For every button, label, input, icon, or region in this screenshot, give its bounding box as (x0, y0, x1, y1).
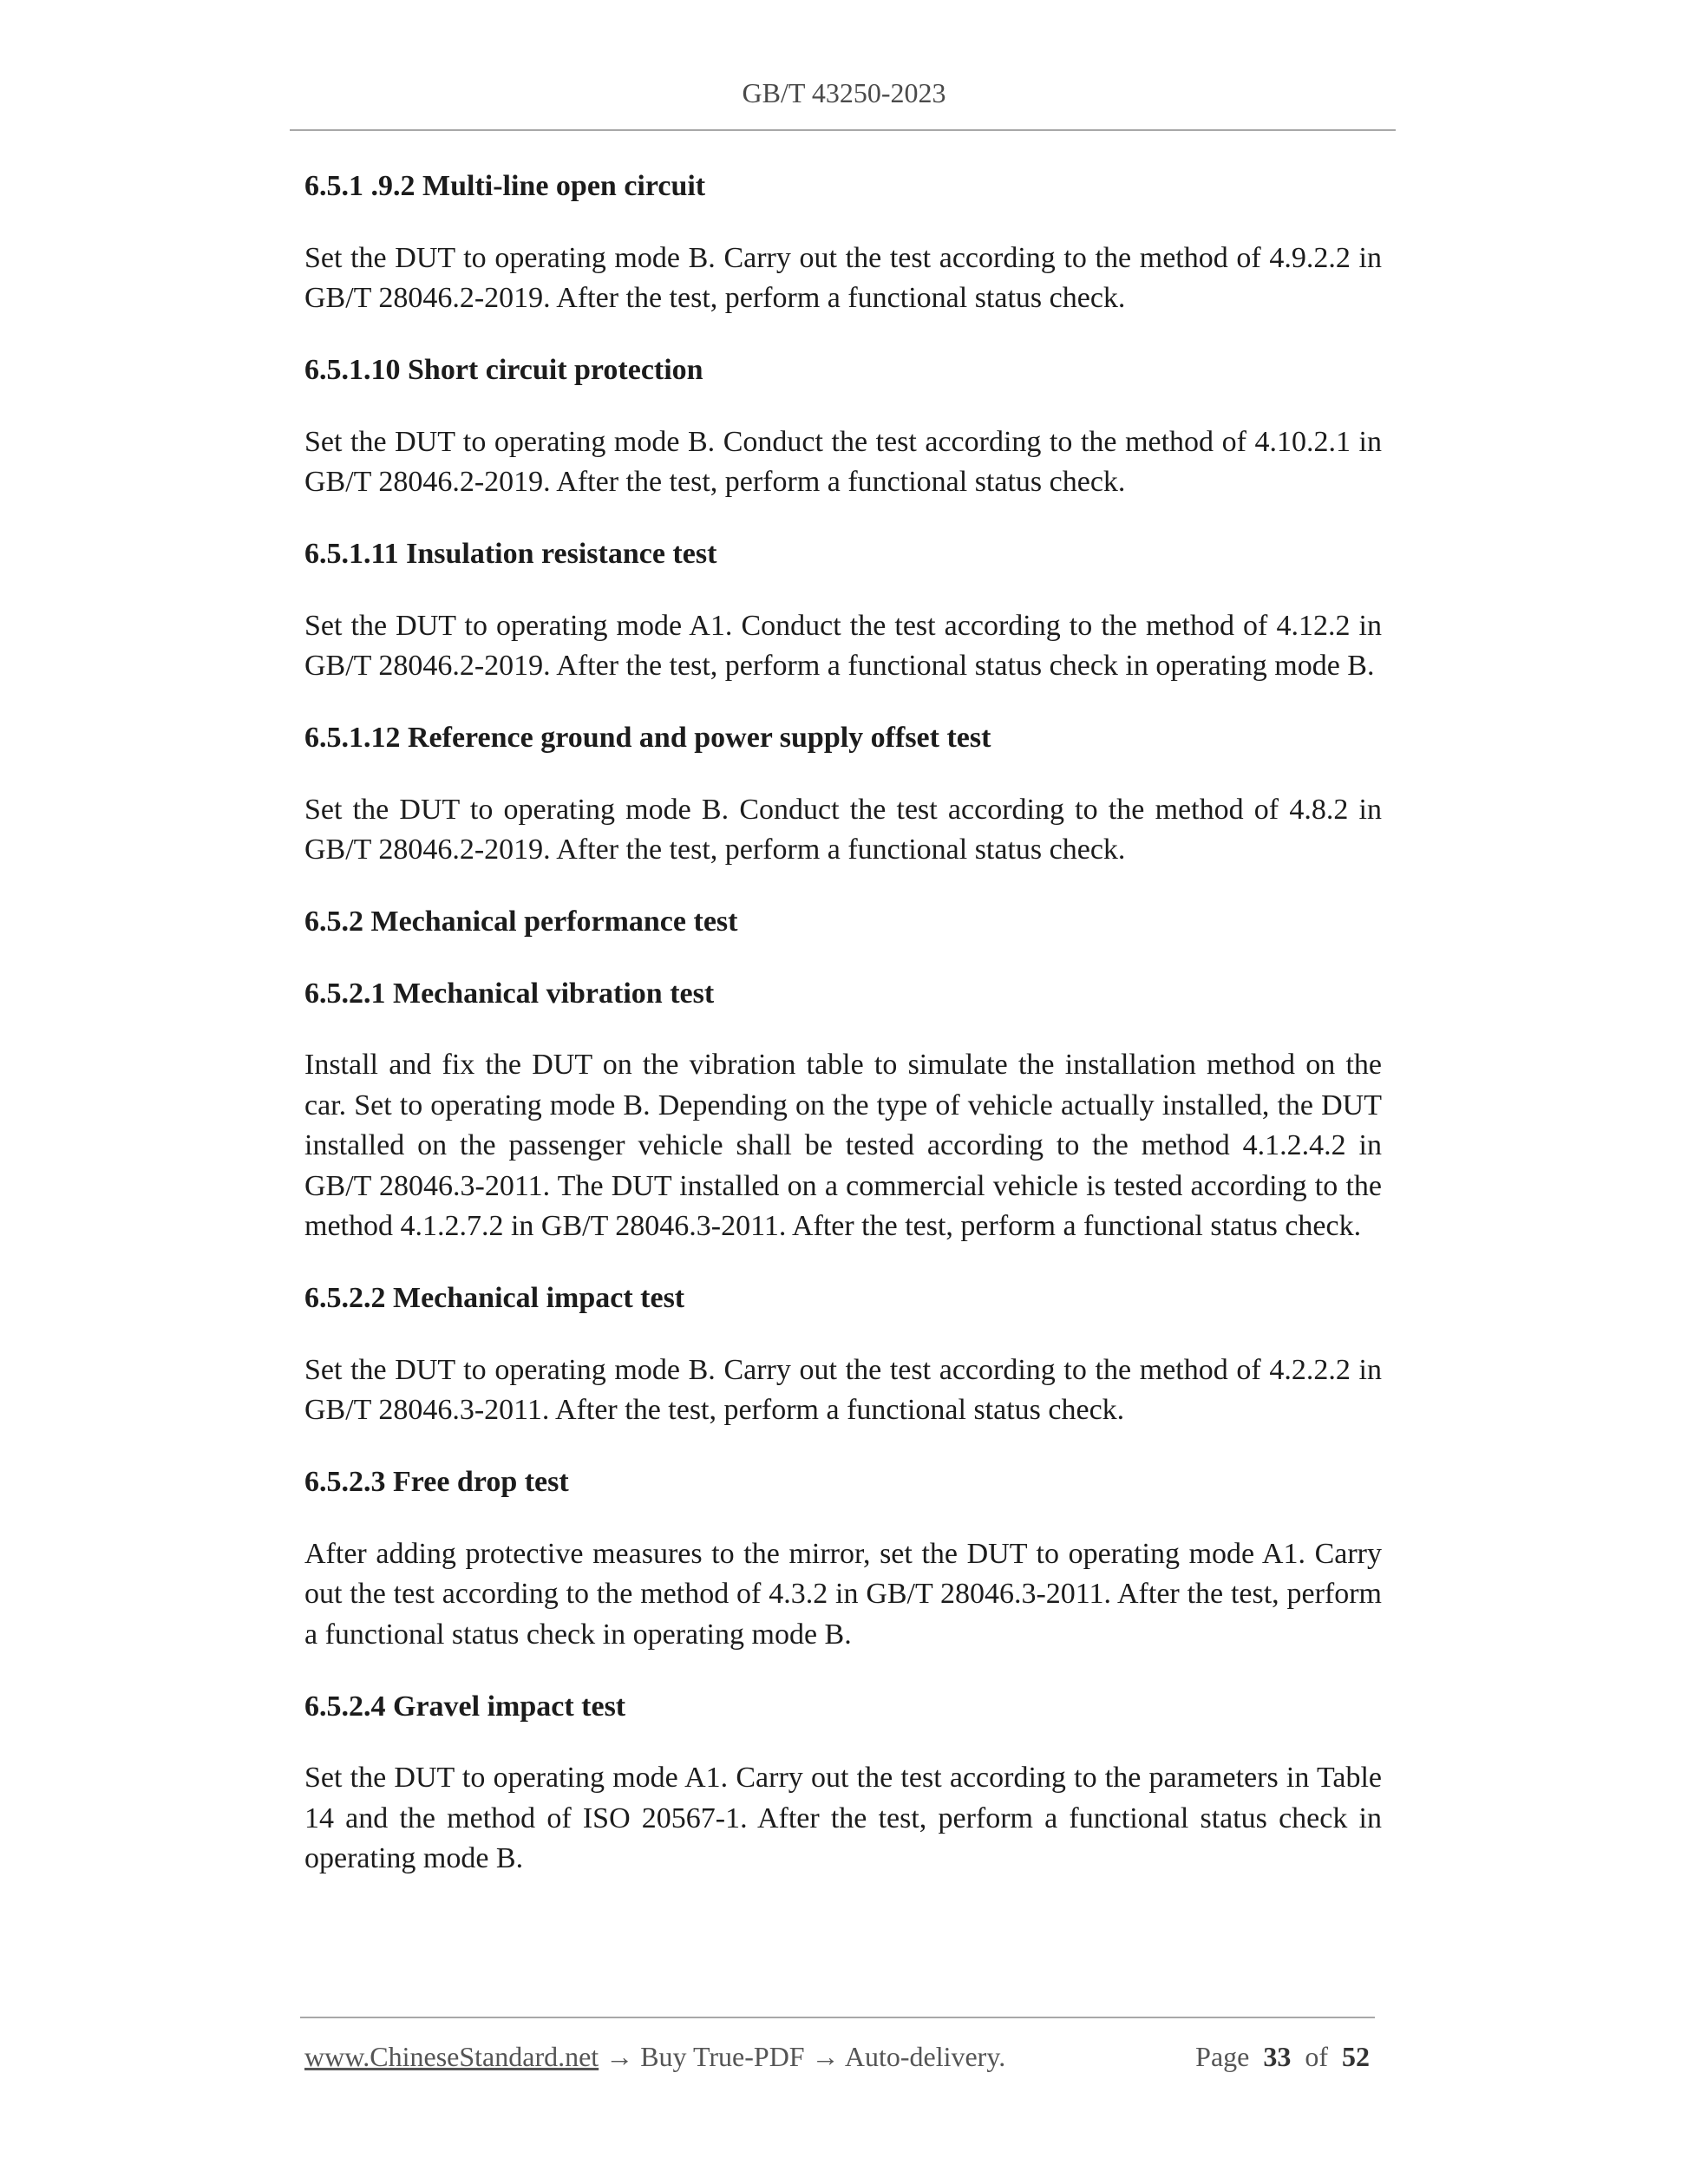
section-paragraph: Set the DUT to operating mode B. Carry out the test according to the method of 4.9.2.2 in GB/T 28046.2-2019. After the test, perform a functional status check. (304, 241, 1382, 314)
section-heading: 6.5.1.12 Reference ground and power supply offset test (304, 722, 991, 754)
section-heading: 6.5.1 .9.2 Multi-line open circuit (304, 170, 706, 202)
section-heading: 6.5.2.2 Mechanical impact test (304, 1282, 685, 1314)
section-paragraph: Set the DUT to operating mode B. Carry out the test according to the method of 4.2.2.2 in GB/T 28046.3-2011. After the test, perform a functional status check. (304, 1353, 1382, 1426)
section-paragraph: Install and fix the DUT on the vibration table to simulate the installation method on the car. Set to operating mode B. Depending on the type of vehicle actually installed, the DUT installed on the passenger vehicle shall be tested according to the method 4.1.2.4.2 in GB/T 28046.3-2011. The DUT installed on a commercial vehicle is tested according to the method 4.1.2.7.2 in GB/T 28046.3-2011. After the test, perform a functional status check. (304, 1049, 1382, 1242)
section-paragraph: Set the DUT to operating mode A1. Carry out the test according to the parameters in Table 14 and the method of ISO 20567-1. After the test, perform a functional status check in operating mode B. (304, 1762, 1382, 1874)
section-heading: 6.5.2.4 Gravel impact test (304, 1690, 626, 1723)
page-footer (304, 2037, 1370, 2076)
header-divider (290, 129, 1396, 131)
current-page: 33 (1263, 2041, 1292, 2072)
document-body (304, 167, 1382, 1911)
section-heading: 6.5.2.3 Free drop test (304, 1466, 569, 1498)
document-code-header: GB/T 43250-2023 (742, 77, 946, 108)
section-paragraph: Set the DUT to operating mode A1. Conduct the test according to the method of 4.12.2 in GB/T 28046.2-2019. After the test, perform a functional status check in operating mode B. (304, 609, 1382, 682)
footer-divider (300, 2017, 1375, 2018)
of-label: of (1305, 2041, 1328, 2072)
section-paragraph: Set the DUT to operating mode B. Conduct the test according to the method of 4.8.2 in GB/T 28046.2-2019. After the test, perform a functional status check. (304, 793, 1382, 866)
page-label: Page (1195, 2041, 1250, 2072)
section-heading: 6.5.2 Mechanical performance test (304, 906, 738, 938)
website-link[interactable]: www.ChineseStandard.net (304, 2041, 599, 2072)
footer-promo (304, 2037, 1005, 2076)
total-pages: 52 (1342, 2041, 1370, 2072)
section-heading: 6.5.1.11 Insulation resistance test (304, 538, 717, 570)
section-paragraph: Set the DUT to operating mode B. Conduct the test according to the method of 4.10.2.1 in GB/T 28046.2-2019. After the test, perform a functional status check. (304, 425, 1382, 498)
page-number (1195, 2037, 1370, 2076)
section-heading: 6.5.2.1 Mechanical vibration test (304, 977, 715, 1010)
section-heading: 6.5.1.10 Short circuit protection (304, 354, 703, 386)
section-paragraph: After adding protective measures to the mirror, set the DUT to operating mode A1. Carry out the test according to the method of 4.3.2 in GB/T 28046.3-2011. After the test, perform a functional status check in operating mode B. (304, 1537, 1382, 1651)
footer-tagline: → Buy True-PDF → Auto-delivery. (599, 2041, 1006, 2072)
